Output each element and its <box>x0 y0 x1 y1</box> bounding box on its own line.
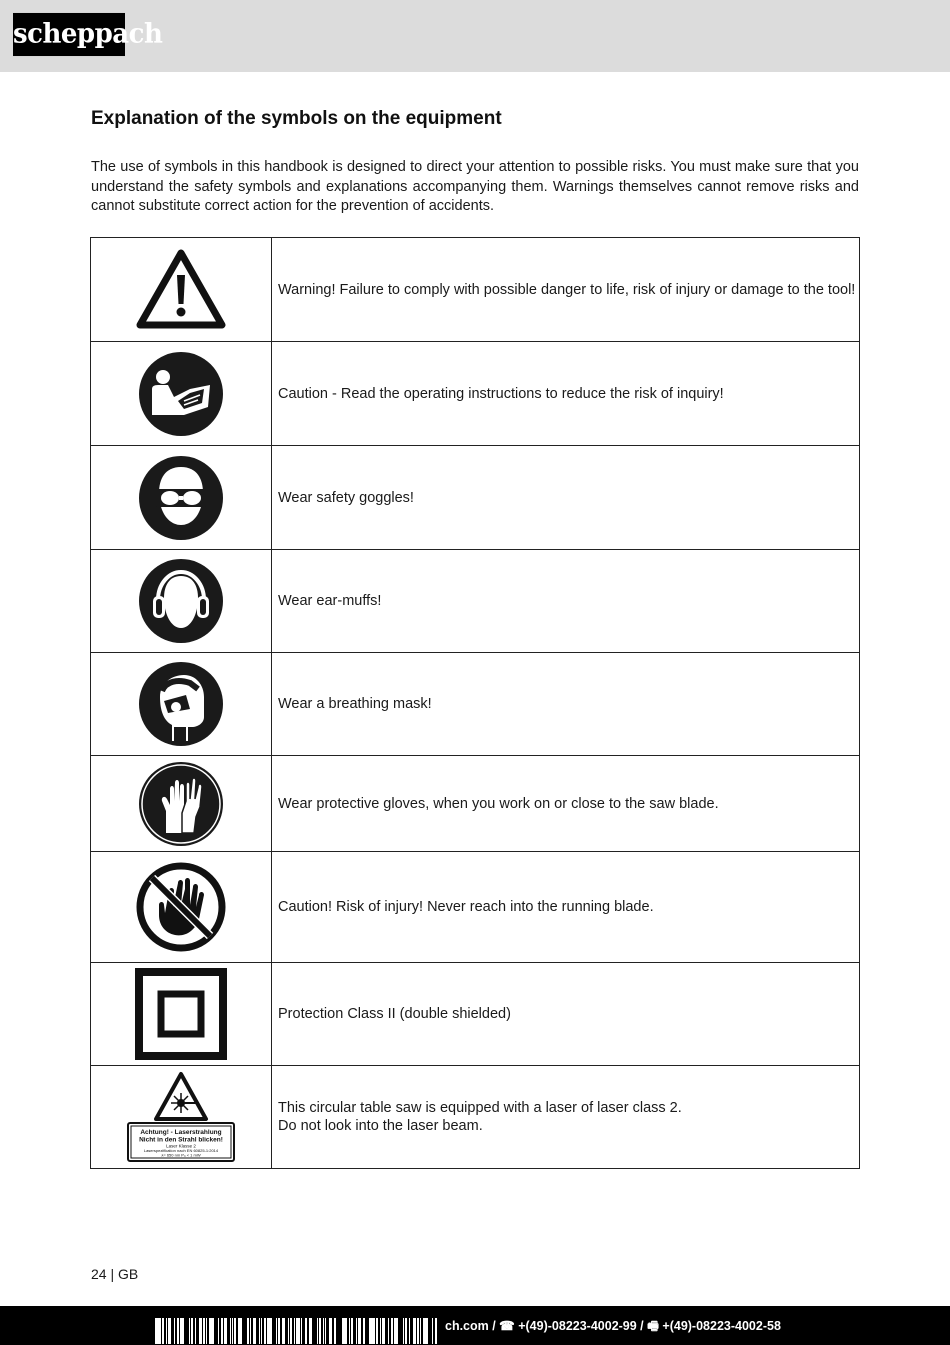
barcode-bar <box>221 1318 223 1344</box>
barcode-bar <box>309 1318 312 1344</box>
barcode-bar <box>334 1318 336 1344</box>
barcode-bar <box>349 1318 350 1344</box>
symbol-description <box>272 1066 860 1169</box>
symbol-description: Protection Class II (double shielded) <box>272 963 860 1066</box>
barcode-bar <box>388 1318 389 1344</box>
barcode-bar <box>323 1318 324 1344</box>
barcode-bar <box>417 1318 419 1344</box>
symbols-table <box>90 237 860 1169</box>
barcode-bar <box>351 1318 353 1344</box>
barcode-bar <box>191 1318 193 1344</box>
barcode-bar <box>267 1318 272 1344</box>
symbol-cell <box>91 1066 272 1169</box>
barcode-bar <box>420 1318 421 1344</box>
symbol-description: Wear safety goggles! <box>272 446 860 550</box>
table-row <box>91 446 860 550</box>
laser-text-line2: Do not look into the laser beam. <box>278 1118 483 1134</box>
symbol-description: Warning! Failure to comply with possible danger to life, risk of injury or damage to the tool! <box>272 238 860 342</box>
barcode-bar <box>168 1318 171 1344</box>
barcode-bar <box>423 1318 428 1344</box>
scheppach-logo: scheppach <box>13 13 125 56</box>
symbol-cell <box>91 550 272 653</box>
barcode-bar <box>405 1318 407 1344</box>
barcode-bar <box>413 1318 416 1344</box>
read-manual-icon <box>138 351 224 437</box>
barcode-bar <box>391 1318 393 1344</box>
barcode-bar <box>435 1318 437 1344</box>
page-title: Explanation of the symbols on the equipment <box>91 108 502 129</box>
symbol-description: Caution - Read the operating instructions to reduce the risk of inquiry! <box>272 342 860 446</box>
barcode-bar <box>282 1318 285 1344</box>
barcode-bar <box>317 1318 318 1344</box>
page-number: 24 | GB <box>91 1266 139 1282</box>
barcode-bar <box>174 1318 175 1344</box>
barcode-bar <box>305 1318 307 1344</box>
warning-triangle-icon <box>136 249 226 331</box>
barcode-bar <box>342 1318 347 1344</box>
page-header <box>0 0 950 72</box>
barcode-bar <box>369 1318 375 1344</box>
barcode-bar <box>189 1318 190 1344</box>
laser-label-line2: Nicht in den Strahl blicken! <box>139 1136 223 1144</box>
intro-paragraph: The use of symbols in this handbook is designed to direct your attention to possible risks. You must make sure that you understand the safety symbols and explanations accompanying them. Warnings themselves cannot remove risks and cannot substitute correct action for the prevention of accidents. <box>91 159 859 214</box>
barcode-bar <box>238 1318 242 1344</box>
barcode-bar <box>209 1318 214 1344</box>
symbol-cell <box>91 852 272 963</box>
barcode-bar <box>356 1318 357 1344</box>
barcode-bar <box>294 1318 295 1344</box>
symbol-cell <box>91 963 272 1066</box>
no-hand-icon <box>135 861 227 953</box>
barcode-bar <box>301 1318 302 1344</box>
breathing-mask-icon <box>138 661 224 747</box>
table-row <box>91 852 860 963</box>
laser-label-line1: Achtung! - Laserstrahlung <box>140 1129 222 1136</box>
laser-label-line5: λ= 650 nm P₀ < 1 mW <box>161 1152 201 1158</box>
footer-contact: ch.com / ☎ +(49)-08223-4002-99 / 🖷 +(49)-08223-4002-58 <box>445 1319 781 1333</box>
symbol-description: Caution! Risk of injury! Never reach into the running blade. <box>272 852 860 963</box>
barcode-bar <box>296 1318 300 1344</box>
table-row <box>91 653 860 756</box>
barcode-bar <box>218 1318 219 1344</box>
barcode-bar <box>319 1318 321 1344</box>
barcode-bar <box>247 1318 249 1344</box>
barcode-bar <box>232 1318 233 1344</box>
barcode-bar <box>224 1318 227 1344</box>
barcode-bar <box>180 1318 184 1344</box>
symbol-cell <box>91 653 272 756</box>
symbol-cell <box>91 342 272 446</box>
barcode-bar <box>376 1318 378 1344</box>
barcode-bar <box>380 1318 381 1344</box>
barcode-bar <box>264 1318 266 1344</box>
barcode-bar <box>162 1318 164 1344</box>
symbol-description: Wear protective gloves, when you work on or close to the saw blade. <box>272 756 860 852</box>
barcode-bar <box>230 1318 231 1344</box>
barcode-bar <box>290 1318 292 1344</box>
laser-label-line3: Laser Klasse 2 <box>166 1143 196 1149</box>
laser-label-line4: Laserspezifikation nach EN 60825-1:2014 <box>143 1148 219 1153</box>
symbol-cell <box>91 238 272 342</box>
barcode-bar <box>363 1318 365 1344</box>
symbol-cell <box>91 446 272 550</box>
barcode-bar <box>253 1318 256 1344</box>
barcode-bar <box>203 1318 205 1344</box>
symbol-description: Wear ear-muffs! <box>272 550 860 653</box>
barcode-bar <box>403 1318 404 1344</box>
symbol-description: Wear a breathing mask! <box>272 653 860 756</box>
barcode-bar <box>259 1318 260 1344</box>
safety-goggles-icon <box>138 455 224 541</box>
barcode-bar <box>276 1318 277 1344</box>
barcode-bar <box>155 1318 161 1344</box>
laser-text-line1: This circular table saw is equipped with a laser of laser class 2. <box>278 1100 682 1116</box>
table-row <box>91 550 860 653</box>
barcode-bar <box>432 1318 433 1344</box>
ear-muffs-icon <box>138 558 224 644</box>
barcode-bar <box>195 1318 196 1344</box>
barcode-bar <box>325 1318 326 1344</box>
protection-class-2-icon <box>135 968 227 1060</box>
symbol-cell <box>91 756 272 852</box>
barcode-bar <box>394 1318 398 1344</box>
barcode-bar <box>278 1318 280 1344</box>
table-row <box>91 963 860 1066</box>
table-row <box>91 1066 860 1169</box>
barcode-bar <box>166 1318 167 1344</box>
barcode-bar <box>250 1318 251 1344</box>
protective-gloves-icon <box>138 761 224 847</box>
table-row <box>91 342 860 446</box>
barcode-bar <box>358 1318 361 1344</box>
barcode-bar <box>206 1318 207 1344</box>
laser-warning-icon <box>126 1071 236 1163</box>
barcode-bar <box>409 1318 410 1344</box>
barcode-bar <box>329 1318 332 1344</box>
barcode-bar <box>288 1318 289 1344</box>
barcode-bar <box>382 1318 385 1344</box>
table-row <box>91 238 860 342</box>
barcode-bar <box>234 1318 236 1344</box>
barcode-graphic <box>153 1316 440 1344</box>
barcode-bar <box>199 1318 202 1344</box>
barcode-bar <box>261 1318 262 1344</box>
table-row <box>91 756 860 852</box>
barcode-bar <box>177 1318 179 1344</box>
